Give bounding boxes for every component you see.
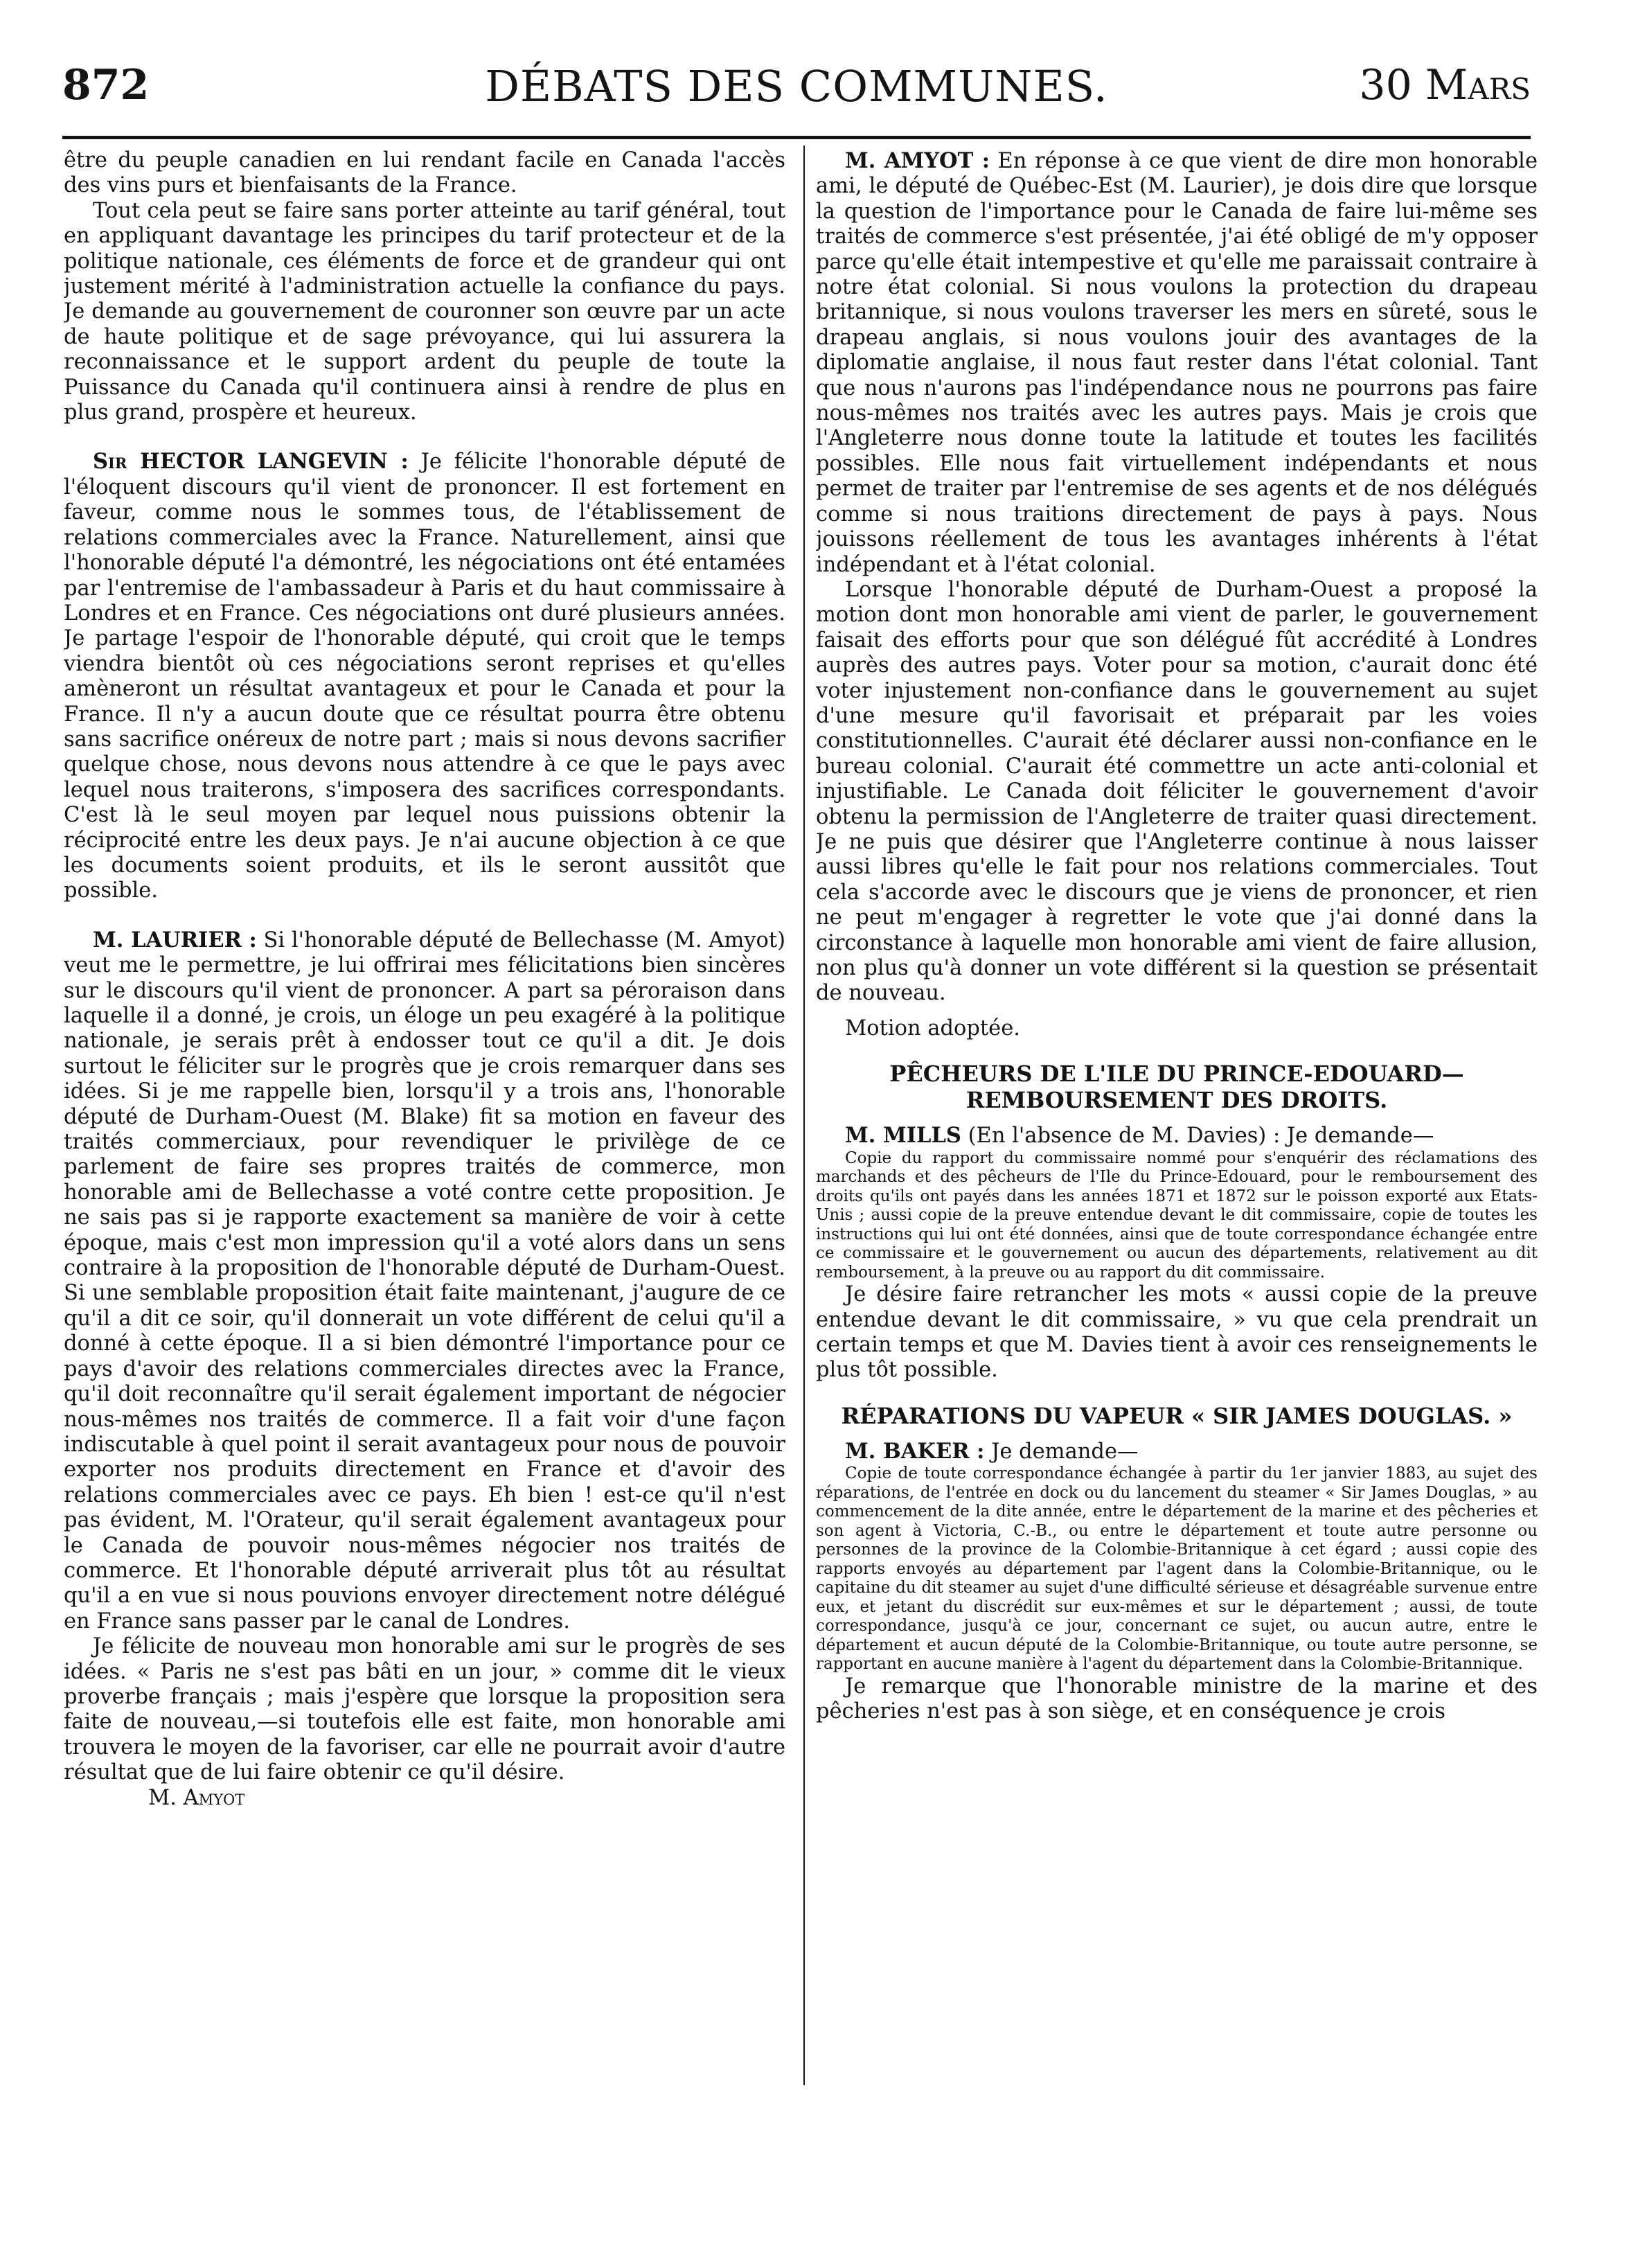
speech-laurier	[64, 928, 785, 1634]
left-column	[64, 148, 785, 2157]
paragraph: Lorsque l'honorable député de Durham-Ouest a proposé la motion dont mon honorable ami vient de parler, le gouvernement faisait des efforts pour que son délégué fût accrédité à Londres auprès des autres pays. Voter pour sa motion, c'aurait donc été voter injustement non-confiance dans le gouvernement au sujet d'une mesure qu'il favorisait et préparait par les voies constitutionnelles. C'aurait été déclarer aussi non-confiance en le bureau colonial. C'aurait été commettre un acte anti-colonial et injustifiable. Le Canada doit féliciter le gouvernement d'avoir obtenu la permission de l'Angleterre de traiter quasi directement. Je ne puis que désirer que l'Angleterre continue à nous laisser aussi libres qu'elle le fait pour nos relations commerciales. Tout cela s'accorde avec le discours que je viens de prononcer, et rien ne peut m'engager à regretter le vote que j'ai donné dans la circonstance à laquelle mon honorable ami vient de faire allusion, non plus qu'à donner un vote différent si la question se présentait de nouveau.	[816, 577, 1538, 1006]
column-divider	[803, 145, 805, 2085]
speech-text: Si l'honorable député de Bellechasse (M. Amyot) veut me le permettre, je lui offrirai mes félicitations bien sincères sur le discours qu'il vient de prononcer. A part sa péroraison dans laquelle il a donné, je crois, un éloge un peu exagéré à la politique nationale, je serais prêt à endosser tout ce qu'il a dit. Je dois surtout le féliciter sur le progrès que je crois remarquer dans ses idées. Si je me rappelle bien, lorsqu'il y a trois ans, l'honorable député de Durham-Ouest (M. Blake) fit sa motion en faveur des traités commerciaux, pour revendiquer le privilège de ce parlement de faire ses propres traités de commerce, mon honorable ami de Bellechasse a voté contre cette proposition. Je ne sais pas si je rapporte exactement sa manière de voir à cette époque, mais c'est mon impression qu'il a voté alors dans un sens contraire à la proposition de l'honorable député de Durham-Ouest. Si une semblable proposition était faite maintenant, j'augure de ce qu'il a dit ce soir, qu'il donnerait un vote différent de celui qu'il a donné à cette époque. Il a si bien démontré l'importance pour ce pays d'avoir des relations commerciales directes avec la France, qu'il doit reconnaître qu'il serait également important de négocier nous-mêmes nos traités de commerce. Il a fait voir d'une façon indiscutable à quel point il serait avantageux pour nous de pouvoir exporter nos produits directement en France et d'avoir des relations commerciales avec ce pays. Eh bien ! est-ce qu'il n'est pas évident, M. l'Orateur, qu'il serait également avantageux pour le Canada de pouvoir nous-mêmes négocier nos traités de commerce. Et l'honorable député arriverait plus tôt au résultat qu'il a en vue si nous pouvions envoyer directement notre délégué en France sans passer par le canal de Londres.	[64, 928, 785, 1633]
speech-langevin	[64, 449, 785, 903]
speech-amyot	[816, 148, 1538, 578]
speech-text: (En l'absence de M. Davies) : Je demande—	[968, 1124, 1434, 1149]
motion-text: Copie du rapport du commissaire nommé pour s'enquérir des réclamations des marchands et des pêcheurs de l'Ile du Prince-Edouard, pour le remboursement des droits qu'ils ont payés dans les années 1871 et 1872 sur le poisson exporté aux Etats-Unis ; aussi copie de la preuve entendue devant le dit commissaire, copie de toutes les instructions qui lui ont été données, ainsi que de toute correspondance échangée entre ce commissaire et le gouvernement ou aucun des départements, relativement au dit remboursement, à la preuve ou au rapport du dit commissaire.	[816, 1149, 1538, 1282]
paragraph: Je remarque que l'honorable ministre de la marine et des pêcheries n'est pas à son siège, et en conséquence je crois	[816, 1674, 1538, 1724]
speaker-name: M. LAURIER :	[93, 927, 257, 953]
paragraph: Je désire faire retrancher les mots « aussi copie de la preuve entendue devant le dit commissaire, » vu que cela prendrait un certain temps et que M. Davies tient à avoir ces renseignements le plus tôt possible.	[816, 1282, 1538, 1383]
page-title: DÉBATS DES COMMUNES.	[485, 61, 1108, 112]
right-column	[816, 148, 1538, 2199]
speech-text: Je félicite l'honorable député de l'éloquent discours qu'il vient de prononcer. Il est fortement en faveur, comme nous le sommes tous, de l'établissement de relations commerciales avec la France. Naturellement, ainsi que l'honorable député l'a démontré, les négociations ont été entamées par l'entremise de l'ambassadeur à Paris et du haut commissaire à Londres et en France. Ces négociations ont duré plusieurs années. Je partage l'espoir de l'honorable député, qui croit que le temps viendra bientôt où ces négociations seront reprises et qu'elles amèneront un résultat avantageux et pour le Canada et pour la France. Il n'y a aucun doute que ce résultat pourra être obtenu sans sacrifice onéreux de notre part ; mais si nous devons sacrifier quelque chose, nous devons nous attendre à ce que le pays avec lequel nous traiterons, s'imposera des sacrifices correspondants. C'est là le seul moyen par lequel nous puissions obtenir la réciprocité entre les deux pays. Je n'ai aucune objection à ce que les documents soient produits, et ils le seront aussitôt que possible.	[64, 450, 785, 903]
speech-mills	[816, 1123, 1538, 1149]
speech-text: En réponse à ce que vient de dire mon honorable ami, le député de Québec-Est (M. Laurier), je dois dire que lorsque la question de l'importance pour le Canada de faire lui-même ses traités de commerce s'est présentée, j'ai été obligé de m'y opposer parce qu'elle était intempestive et qu'elle me paraissait contraire à notre état colonial. Si nous voulons la protection du drapeau britannique, si nous voulons traverser les mers en sûreté, sous le drapeau anglais, si nous voulons jouir des avantages de la diplomatie anglaise, il nous faut rester dans l'état colonial. Tant que nous n'aurons pas l'indépendance nous ne pourrons pas faire nous-mêmes nos traités avec les autres pays. Mais je crois que l'Angleterre nous donne toute la latitude et toutes les facilités possibles. Elle nous fait virtuellement indépendants et nous permet de traiter par l'entremise de ses agents et de nos délégués comme si nous traitions directement de pays à pays. Nous jouissons réellement de tous les avantages inhérents à l'état indépendant et à l'état colonial.	[816, 149, 1538, 577]
motion-result: Motion adoptée.	[845, 1016, 1020, 1040]
speech-text: Je demande—	[991, 1439, 1139, 1464]
section-heading: PÊCHEURS DE L'ILE DU PRINCE-EDOUARD—REMBOURSEMENT DES DROITS.	[889, 1061, 1464, 1114]
paragraph: Tout cela peut se faire sans porter atteinte au tarif général, tout en appliquant davantage les principes du tarif protecteur et de la politique nationale, ces éléments de force et de grandeur qui ont justement mérité à l'administration actuelle la confiance du pays. Je demande au gouvernement de couronner son œuvre par un acte de haute politique et de sage prévoyance, qui lui assurera la reconnaissance et le support ardent du peuple de toute la Puissance du Canada qu'il continuera ainsi à rendre de plus en plus grand, prospère et heureux.	[64, 198, 785, 425]
paragraph: être du peuple canadien en lui rendant facile en Canada l'accès des vins purs et bienfaisants de la France.	[64, 148, 785, 198]
section-heading: RÉPARATIONS DU VAPEUR « SIR JAMES DOUGLAS. »	[841, 1402, 1513, 1429]
speaker-name: M. BAKER :	[845, 1438, 985, 1464]
motion-text: Copie de toute correspondance échangée à partir du 1er janvier 1883, au sujet des réparations, de l'entrée en dock ou du lancement du steamer « Sir James Douglas, » au commencement de la dite année, entre le département de la marine et des pêcheries et son agent à Victoria, C.-B., ou entre le département et toute autre personne ou personnes de la province de la Colombie-Britannique à cet égard ; aussi copie des rapports envoyés au département par l'agent dans la Colombie-Britannique, ou le capitaine du dit steamer au sujet d'une difficulté sérieuse et désagréable survenue entre eux, et jetant du discrédit sur eux-mêmes et sur le département ; aussi, de toute correspondance, jusqu'à ce jour, concernant ce sujet, ou aucun autre, entre le département et aucun député de la Colombie-Britannique, ou toute autre personne, se rapportant en aucune manière à l'agent du département dans la Colombie-Britannique.	[816, 1464, 1538, 1674]
speaker-name: Sir HECTOR LANGEVIN :	[93, 449, 409, 475]
page-number: 872	[62, 61, 150, 109]
header-rule	[62, 136, 1531, 139]
paragraph: Je félicite de nouveau mon honorable ami sur le progrès de ses idées. « Paris ne s'est pas bâti en un jour, » comme dit le vieux proverbe français ; mais j'espère que lorsque la proposition sera faite de nouveau,—si toutefois elle est faite, mon honorable ami trouvera le moyen de la favoriser, car elle ne pourrait avoir d'autre résultat que de lui faire obtenir ce qu'il désire.	[64, 1634, 785, 1785]
page-date: 30 Mars	[1359, 61, 1531, 109]
speech-baker	[816, 1439, 1538, 1464]
page-header	[62, 61, 1531, 130]
speaker-name: M. AMYOT :	[845, 148, 990, 173]
speaker-name: M. MILLS	[845, 1123, 961, 1149]
footer-signature: M. Amyot	[148, 1785, 245, 1810]
